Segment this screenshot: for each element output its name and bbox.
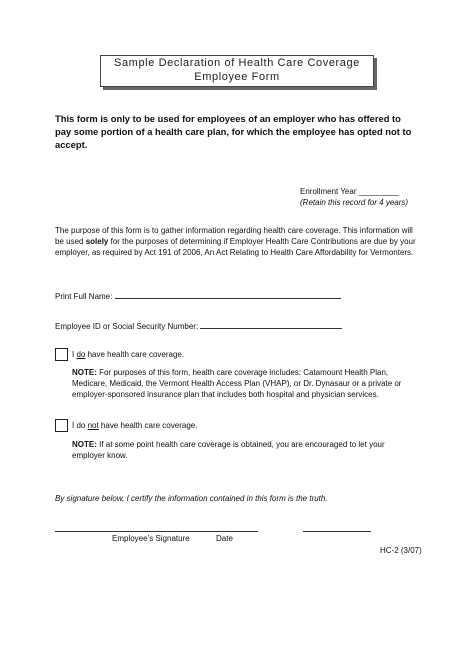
employee-id-input-line[interactable] [200, 319, 342, 329]
date-label: Date [216, 534, 233, 543]
no-coverage-note [72, 439, 417, 461]
no-coverage-checkbox[interactable] [55, 419, 68, 432]
no-coverage-label-post: have health care coverage. [98, 421, 198, 430]
has-coverage-label-post: have health care coverage. [85, 350, 185, 359]
has-coverage-label-pre: I [72, 350, 77, 359]
print-name-input-line[interactable] [115, 289, 341, 299]
purpose-text-1: The purpose of this form is to gather information regarding health care coverage. This information will be used [55, 226, 413, 246]
signature-line[interactable] [55, 531, 258, 532]
has-coverage-label [72, 349, 184, 360]
retain-note: (Retain this record for 4 years) [300, 198, 409, 207]
print-name-label: Print Full Name: [55, 292, 113, 301]
no-coverage-label-not: not [87, 421, 99, 430]
signature-statement: By signature below, I certify the information contained in this form is the truth. [55, 494, 328, 503]
form-code: HC-2 (3/07) [380, 546, 422, 555]
has-coverage-checkbox[interactable] [55, 348, 68, 361]
has-coverage-label-do: do [76, 350, 86, 359]
coverage-note [72, 367, 417, 400]
form-title-line2: Employee Form [194, 71, 280, 83]
purpose-paragraph [55, 225, 417, 258]
coverage-note-label: NOTE: [72, 368, 97, 377]
intro-paragraph: This form is only to be used for employees of an employer who has offered to pay some portion of a health care plan, for which the employee has opted not to accept. [55, 113, 412, 150]
date-line[interactable] [303, 531, 371, 532]
print-name-row [55, 289, 341, 302]
no-coverage-note-label: NOTE: [72, 440, 97, 449]
enrollment-year-block [300, 186, 408, 208]
enrollment-year-blank[interactable]: _________ [358, 187, 399, 196]
form-title-box [100, 55, 374, 87]
enrollment-year-label: Enrollment Year [300, 187, 357, 196]
no-coverage-label [72, 420, 197, 431]
employee-signature-label: Employee’s Signature [112, 534, 190, 543]
form-title-line1: Sample Declaration of Health Care Coverage [114, 57, 360, 69]
employee-id-label: Employee ID or Social Security Number: [55, 322, 199, 331]
no-coverage-label-pre: I do [72, 421, 88, 430]
coverage-note-text: For purposes of this form, health care coverage includes: Catamount Health Plan, Medicare, Medicaid, the Vermont Health Access Plan (VHAP), or Dr. Dynasaur or a private or employer-sponsored insurance plan that includes both hospital and physician services. [72, 368, 402, 399]
purpose-bold-solely: solely [85, 237, 109, 246]
employee-id-row [55, 319, 342, 332]
no-coverage-note-text: If at some point health care coverage is obtained, you are encouraged to let your employer know. [72, 440, 385, 460]
purpose-text-2: for the purposes of determining if Employer Health Care Contributions are due by your employer, as required by Act 191 of 2006, An Act Relating to Health Care Affordability for Vermonters. [55, 237, 416, 257]
